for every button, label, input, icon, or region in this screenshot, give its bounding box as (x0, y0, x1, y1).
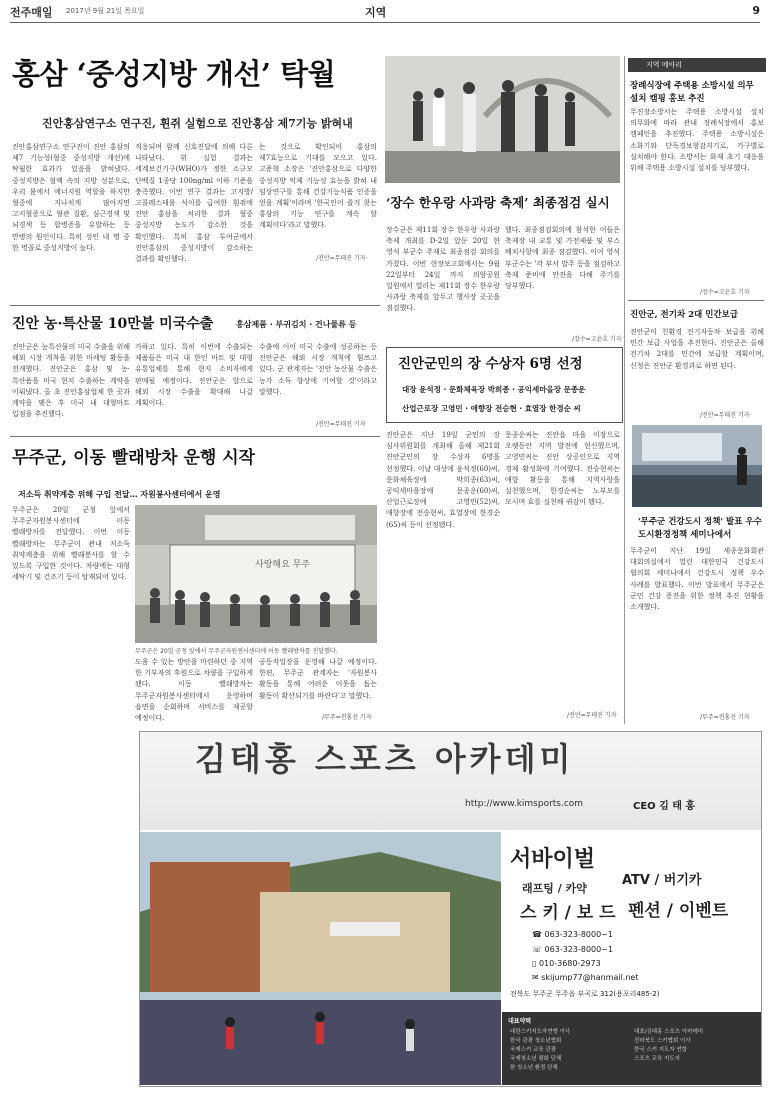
newspaper-logo: 전주매일 (10, 6, 53, 19)
side-story3: 무주군이 지난 19일 세종문화회관 대회의실에서 열린 대한민국 건강도시 협의회 세미나에서 건강도시 정책 우수 사례를 발표했다. 이번 발표에서 무주군은 군민 건강 증진을 위한 정책 추진 현황을 소개했다. (630, 547, 764, 612)
main-col3: 는 것으로 확인되어 홍삼의 제7효능으로 기대를 모으고 있다. 고준혁 소장은 '진안홍삼으로 다양한 중성지방 억제 기능성 효능을 밝혀 내 임상연구를 통해 건강기능식품 인증을 얻을 계획'이라며 '한국인이 즐겨 찾는 홍삼의 기능 연구를 계속 할 계획이다'라고 말했다. (259, 143, 377, 230)
history-item: 국제청소년 평화 단체 (510, 1056, 562, 1062)
laundry-col1: 무주군은 20일 군청 앞에서 무주군자원봉사센터에 이동 빨래방차를 전달했다. 이번 이동 빨래방차는 무주군이 관내 저소득 취약계층을 위해 빨래봉사를 할 수 있도록 구입한 것이다. 차량에는 대형 세탁기 및 건조기 등이 탑재되어 있다. (12, 506, 130, 582)
phone-icon: ☎ (532, 930, 545, 939)
side-story2-head: 진안군, 전기차 2대 민간보급 (630, 310, 739, 320)
history-item: 국제스키 교육 관광 (510, 1047, 557, 1053)
academy-advertisement (139, 731, 762, 1087)
export-col2: 가하고 있다. 특히 이번에 수출되는 제품들은 미국 내 한인 마트 및 대형 유통업체를 통해 현지 소비자에게 판매될 예정이다. 진안군은 앞으로 해외 시장 수출을 확대해 나갈 계획이다. (135, 343, 253, 408)
sidebar-label: 지역 메아리 (628, 58, 766, 72)
ad-url[interactable]: http://www.kimsports.com (465, 799, 584, 809)
history-item: 전라북도 스키협회 이사 (634, 1038, 691, 1044)
awards-names2: 산업근로장 고영민 · 애향장 전승현 · 효열장 한경순 씨 (402, 404, 581, 413)
van-text: 사랑해요 무주 (255, 560, 311, 570)
ad-mobile-row (532, 959, 601, 968)
ad-ceo: CEO 김 태 홍 (633, 801, 696, 812)
mail-icon: ✉ (532, 973, 542, 982)
export-byline: /진안=무태진 기자 (316, 421, 366, 428)
masthead (10, 4, 760, 20)
ad-address: 전북도 무주군 무주읍 부곡로 312(용포리485-2) (510, 990, 660, 998)
main-col1: 진안홍삼연구소 연구진이 진안 홍삼의 제7 기능성(혈중 중성지방 개선)에 탁월한 효과가 있음을 밝혀냈다. 중성지방은 혈액 속의 지방 성분으로, 우리 몸에서 에너지원 역할을 하지만 혈중에 지나치게 많아지면 고지혈증으로 혈관 질환, 심근경색 및 뇌경색 등 합병증을 유발하는 등 만병의 원인이다. 특히 성인 네 명 중 한 명꼴로 중성지방이 높다. (12, 143, 130, 252)
page-number: 9 (752, 4, 760, 17)
laundry-byline: /무주=전홍선 기자 (322, 714, 372, 721)
ad-line2: 래프팅 / 카약 (522, 882, 587, 895)
festival-inspection-photo (385, 56, 620, 183)
sidebar-rule (624, 56, 625, 724)
laundry-caption: 무주군은 20일 군청 앞에서 무주군자원봉사센터에 이동 빨래방차를 전달했다. (135, 648, 338, 655)
ad-contact-panel (502, 832, 761, 1085)
main-subhead: 진안홍삼연구소 연구진, 휜쥐 실험으로 진안홍삼 제7기능 밝혀내 (42, 117, 353, 130)
ad-history-panel (502, 1012, 761, 1085)
jangsu-headline: ‘장수 한우랑 사과랑 축제’ 최종점검 실시 (386, 195, 610, 210)
laundry-headline: 무주군, 이동 빨래방차 운행 시작 (12, 448, 256, 468)
jangsu-byline: /장수=고윤호 기자 (572, 336, 622, 343)
laundry-subhead: 저소득 취약계층 위해 구입 전달… 자원봉사센터에서 운영 (18, 490, 221, 499)
awards-names1: 대장 윤석정 · 문화체육장 박희종 · 공익세마을장 문종운 (402, 385, 586, 394)
ad-brand: 서바이벌 (510, 846, 596, 872)
ad-line4: 펜션 / 이벤트 (628, 901, 729, 921)
ad-fax: 063-323-8000~1 (544, 945, 614, 954)
side-story2: 진안군이 친환경 전기자동차 보급을 위해 민간 보급 사업을 추진한다. 진안군은 올해 전기차 2대를 민간에 보급할 계획이며, 신청은 진안군 환경과로 하면 된다. (630, 328, 764, 370)
history-item: 한국 관광 청소년협회 (510, 1038, 562, 1044)
side-story1: 무진장소방서는 주택용 소방시설 설치 의무화에 따라 관내 장례식장에서 홍보 캠페인을 추진했다. 주택용 소방시설은 소화기와 단독경보형감지기로, 가구별로 설치해야 한다. 소방서는 화재 초기 대응을 위해 주택용 소방시설 설치를 당부했다. (630, 108, 764, 173)
seminar-photo (632, 425, 762, 507)
export-tag: 홍삼제품 · 부귀김치 · 건나물류 등 (236, 320, 357, 329)
history-item: 대표/김태홍 스포츠 아카데미 (634, 1029, 704, 1035)
history-item: 대한스키지도자연맹 이사 (510, 1029, 571, 1035)
ad-phone-row (532, 930, 613, 939)
side-story3-byline: /무주=전홍선 기자 (700, 714, 750, 721)
history-item: 한국 스키 지도자 연합 (634, 1047, 688, 1053)
ad-fax-row (532, 945, 613, 954)
divider (628, 300, 764, 301)
ad-banner (140, 732, 761, 830)
export-headline: 진안 농·특산물 10만불 미국수출 (12, 316, 214, 332)
issue-date: 2017년 9월 21일 목요일 (66, 7, 145, 15)
side-story3-head: '무주군 건강도시 정책' 발표 우수도시환경정책 세미나에서 (638, 517, 762, 540)
export-col3: 수출에 이어 미국 수출에 성공하는 등 진안군은 해외 시장 개척에 힘쓰고 있다. 군 관계자는 '진안 농산물 수출은 농가 소득 향상에 기여할 것'이라고 말했다. (259, 343, 377, 396)
side-story1-head: 장례식장에 주택용 소방시설 의무 설치 캠핑 홍보 추진 (630, 81, 754, 104)
ad-mobile: 010-3680-2973 (538, 959, 601, 968)
fax-icon: ☏ (532, 945, 545, 954)
section-name: 지역 (365, 6, 387, 19)
awards-col1: 진안군은 지난 19일 군민의 장 심사위원회를 개최해 올해 제21회 진안군민의 장 수상자 6명을 선정했다. 이날 대상에 윤석정(60)씨, 문화체육장에 박희종(63)씨, 공익세마을장에 문종운(60)씨, 산업근로장에 고영민(52)씨, 애향장에 전승현씨, 효열장에 한경순(65)씨 등이 선정됐다. (386, 431, 500, 529)
ad-line1: ATV / 버기카 (622, 873, 702, 888)
side-story1-byline: /장수=고윤호 기자 (700, 289, 750, 296)
ad-history-list-2 (634, 1028, 703, 1064)
ad-phone: 063-323-8000~1 (544, 930, 613, 939)
side-story2-byline: /진안=무태진 기자 (700, 412, 750, 419)
main-headline: 홍삼 ‘중성지방 개선’ 탁월 (12, 57, 336, 91)
ad-email[interactable]: skijump77@hanmail.net (541, 973, 639, 982)
awards-headline: 진안군민의 장 수상자 6명 선정 (398, 356, 583, 372)
awards-byline: /진안=무태진 기자 (567, 712, 617, 719)
awards-col2: 문종운씨는 진안읍 마을 이장으로 오랫동안 지역 발전에 헌신했으며, 고영민씨는 진안 상공인으로 지역 경제 활성화에 기여했다. 전승현씨는 애향 활동을 통해 지역사랑을 실천했으며, 한경순씨는 노부모를 모시며 효를 실천해 귀감이 됐다. (505, 431, 620, 507)
ad-email-row (532, 973, 638, 982)
main-byline: /진안=무태진 기자 (316, 255, 366, 262)
laundry-col3: 공동작업장을 운영해 나갈 예정이다. 한편, 무주군 관계자는 '자원봉사 활동을 통해 어려운 이웃을 돕는 활동이 확산되기를 바란다'고 말했다. (259, 658, 377, 700)
ad-history-list (510, 1028, 570, 1073)
header-rule (10, 22, 760, 23)
history-item: 한 청소년 환경 단체 (510, 1065, 558, 1071)
ad-title: 김태홍 스포츠 아카데미 (195, 740, 575, 778)
ad-line3: 스 키 / 보 드 (520, 903, 616, 923)
history-item: 스포츠 교육 지도자 (634, 1056, 681, 1062)
laundry-col2: 도움 수 있는 방안을 마련하던 중 지역 한 기부자의 후원으로 차량을 구입하게 됐다. 이동 빨래방차는 무주군자원봉사센터에서 운영하며 읍면을 순회하며 서비스를 제공할 예정이다. (135, 658, 253, 723)
export-col1: 진안군은 농특산물의 미국 수출을 위해 해외 시장 개척을 위한 마케팅 활동을 전개했다. 진안군은 홍삼 및 농·특산품을 미국 현지 수출하는 계약을 이뤄냈다. 올 초 진안홍삼업체 한 곳과 계약을 맺은 후 미국 내 대형마트 입점을 추진했다. (12, 343, 130, 419)
laundry-van-photo (135, 505, 377, 643)
jangsu-col2: 했다. 최종점검회의에 참석한 이들은 축제장 내 교통 및 가전제품 및 부스 배치사항에 최종 점검했다. 이어 영석 부군수는 '각 부서 발주 등을 점검하고 축제 준비에 만전을 다해 주기를 당부했다. (505, 226, 620, 291)
divider (10, 305, 380, 306)
main-col2: 적응되며 함께 신호전달에 의해 다른 나타났다. 위 실험 결과는 세계보건기구(WHO)가 정한 소규모 단백질 1종당 100ng/ml 이하 기준을 충족했다. 이번 연구 결과는 고지방/고콜레스테롤 식이를 급여한 흰쥐에 진안 홍삼을 처리한 결과 혈중 중성지방 농도가 감소한 것을 확인했다. 특히 홍삼 투여군에서 진안홍삼의 중성지방이 감소하는 결과를 확인했다. (135, 143, 253, 264)
jangsu-col1: 장수군은 제11회 장수 한우랑 사과랑 축제 개최를 D-2일 앞둔 20일 한 영석 부군수 주재로 최종점검 회의를 가졌다. 이번 현장보고회에서는 9월 22일부터 24일 까지 의암공원 일원에서 열리는 제11회 장수 한우랑 사과랑 축제를 앞두고 행사장 곳곳을 점검했다. (386, 226, 500, 313)
ad-history-label: 대표약력 (508, 1018, 532, 1025)
divider (10, 436, 380, 437)
academy-building-photo (140, 832, 501, 1085)
mobile-icon: ▯ (532, 959, 539, 968)
